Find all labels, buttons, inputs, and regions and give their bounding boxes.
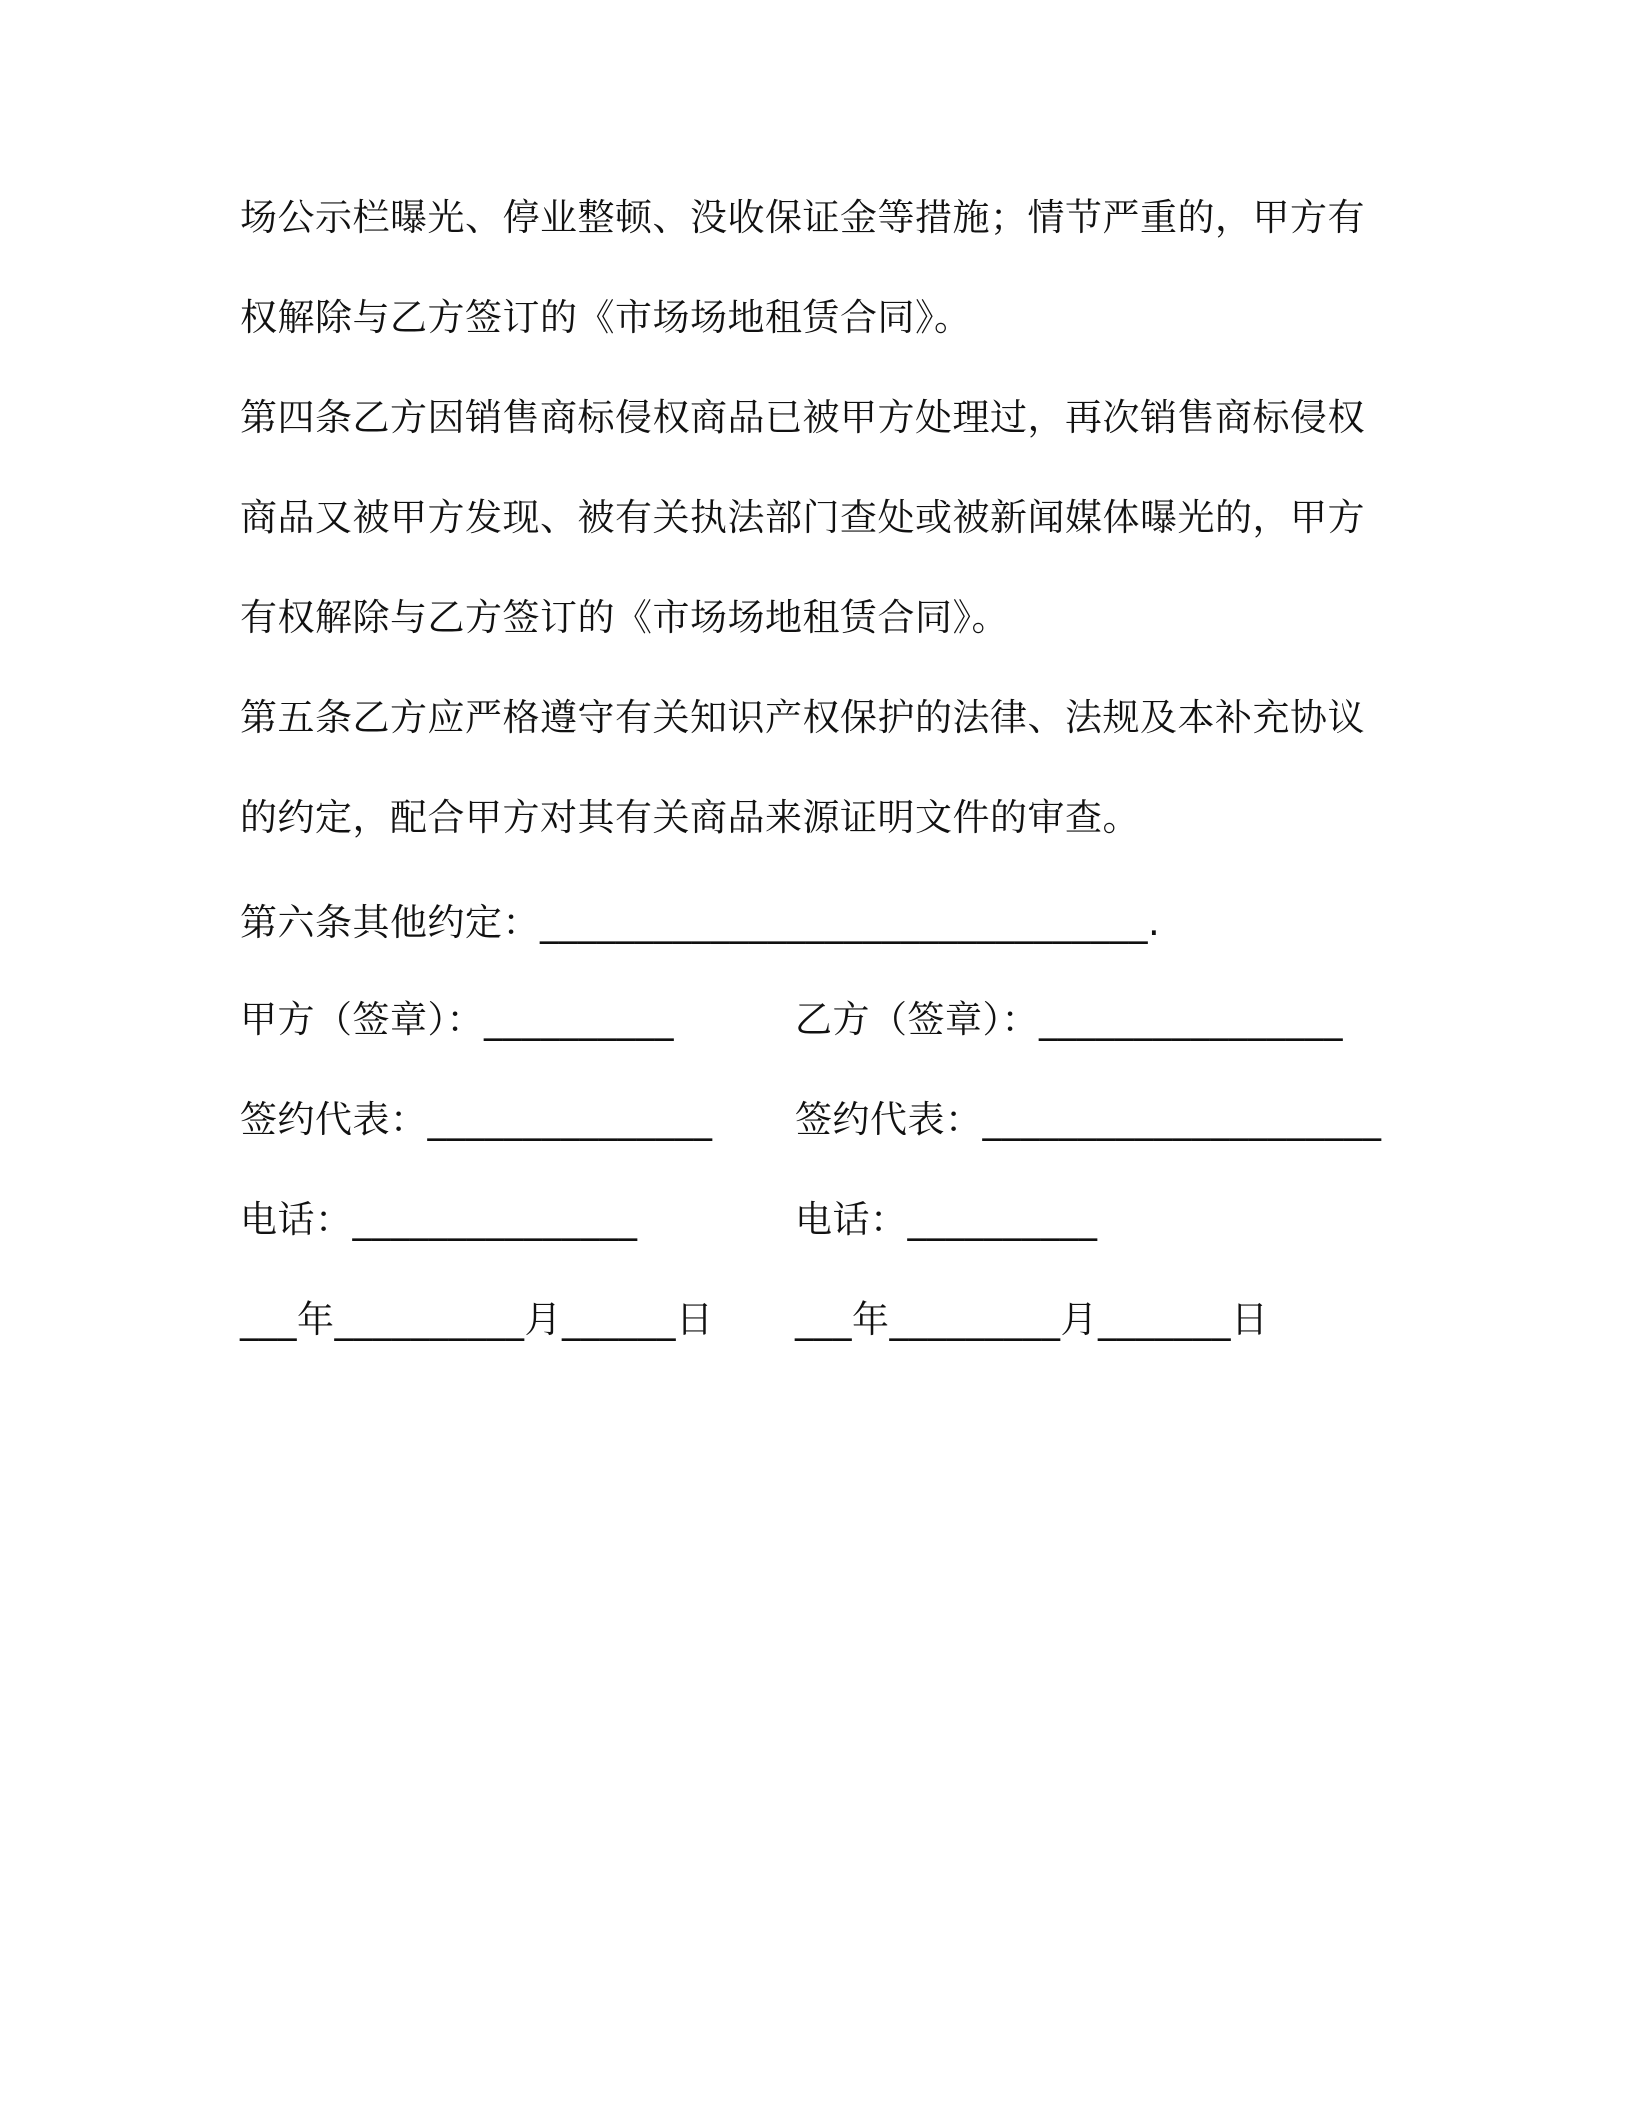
paragraph-line-2: 权解除与乙方签订的《市场场地租赁合同》。 [240,296,972,339]
party-a-seal: 甲方（签章）：__________ [240,998,674,1041]
article-6-other-terms: 第六条其他约定：________________________________. [240,901,1161,944]
article-5-line-1: 第五条乙方应严格遵守有关知识产权保护的法律、法规及本补充协议 [240,696,1365,739]
party-b-representative: 签约代表：_____________________ [795,1098,1382,1141]
article-4-line-2: 商品又被甲方发现、被有关执法部门查处或被新闻媒体曝光的，甲方 [240,496,1365,539]
article-4-line-3: 有权解除与乙方签订的《市场场地租赁合同》。 [240,596,1009,639]
article-5-line-2: 的约定，配合甲方对其有关商品来源证明文件的审查。 [240,796,1140,839]
party-a-date: ___年__________月______日 [240,1298,714,1341]
party-a-representative: 签约代表：_______________ [240,1098,713,1141]
article-4-line-1: 第四条乙方因销售商标侵权商品已被甲方处理过，再次销售商标侵权 [240,396,1365,439]
party-b-date: ___年_________月_______日 [795,1298,1269,1341]
paragraph-line-1: 场公示栏曝光、停业整顿、没收保证金等措施；情节严重的，甲方有 [240,196,1365,239]
party-b-seal: 乙方（签章）：________________ [795,998,1343,1041]
party-b-phone: 电话：__________ [795,1198,1098,1241]
party-a-phone: 电话：_______________ [240,1198,638,1241]
